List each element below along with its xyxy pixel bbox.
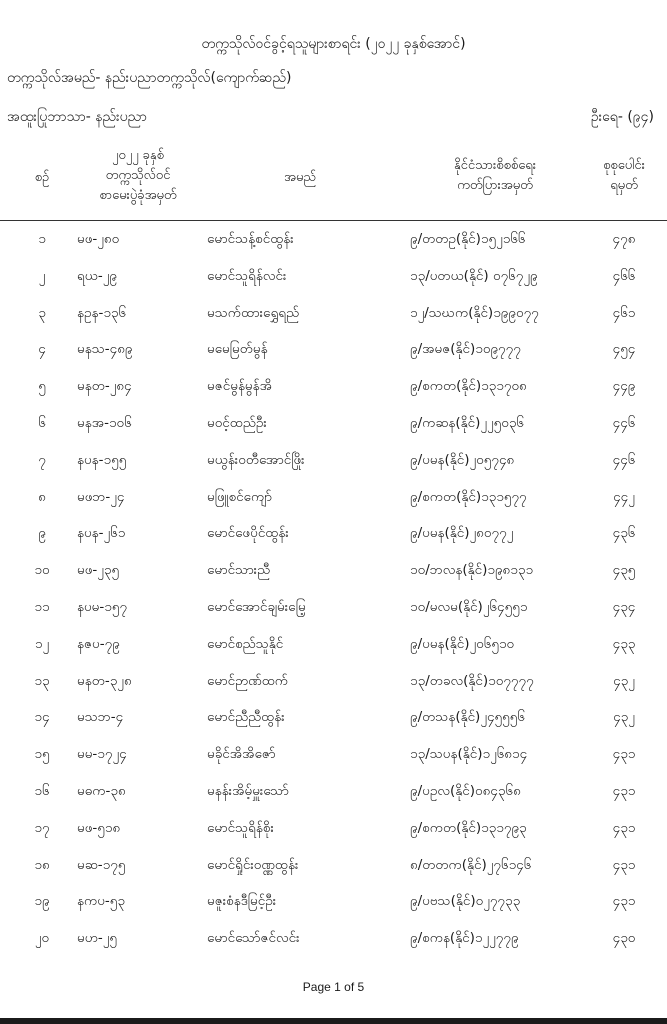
student-count: ဦးရေ- (၉၄) <box>590 109 654 125</box>
table-row <box>0 331 667 368</box>
cell-name: မောင်သားညီ <box>207 562 271 579</box>
page-number: Page 1 of 5 <box>302 980 365 994</box>
cell-nrc: ၉/ပမန(နိုင်)၂၀၅၇၄၈ <box>410 451 515 468</box>
cell-roll-number: ရယ-၂၉ <box>77 267 117 284</box>
cell-total-marks: ၄၃၃ <box>612 635 636 652</box>
cell-total-marks: ၄၅၄ <box>612 341 636 358</box>
cell-name: မဇူးစံနဒီမြင့်ဦး <box>207 893 277 910</box>
department-row <box>7 107 660 128</box>
table-row <box>0 221 667 258</box>
header-nrc <box>400 156 590 196</box>
cell-serial-no: ၈ <box>38 488 46 505</box>
cell-serial-no: ၁၀ <box>34 562 50 579</box>
cell-nrc: ၉/အမဇ(နိုင်)၁၀၉၇၇၇ <box>410 341 521 358</box>
table-row <box>0 847 667 884</box>
cell-total-marks: ၄၆၆ <box>612 267 636 284</box>
cell-total-marks: ၄၃၄ <box>612 598 636 615</box>
cell-total-marks: ၄၃၆ <box>612 525 636 542</box>
cell-total-marks: ၄၆၁ <box>612 304 636 321</box>
cell-serial-no: ၃ <box>38 304 46 321</box>
cell-roll-number: မဖ-၂၃၅ <box>77 562 120 579</box>
cell-name: မောင်သူရိန်လင်း <box>207 267 287 284</box>
header-mark-line1: စုစုပေါင်း <box>603 158 645 173</box>
cell-total-marks: ၄၃၂ <box>613 672 635 689</box>
cell-nrc: ၉/ပမန(နိုင်)၂၈၀၇၇၂ <box>410 525 514 542</box>
cell-roll-number: မဖ-၅၁၈ <box>77 819 121 836</box>
table-row <box>0 258 667 295</box>
cell-name: မသက်ထားရွှေရည် <box>207 304 300 321</box>
header-mark-line2: ရမှတ် <box>610 178 638 193</box>
cell-serial-no: ၁၇ <box>34 819 50 836</box>
cell-nrc: ၈/တတက(နိုင်)၂၇၆၁၄၆ <box>410 856 532 873</box>
table-row <box>0 442 667 479</box>
table-row <box>0 699 667 736</box>
cell-roll-number: မဆ-၁၇၅ <box>77 856 126 873</box>
cell-roll-number: မနသ-၄၈၉ <box>77 341 133 358</box>
header-nrc-line2: ကတ်ပြားအမှတ် <box>457 178 533 193</box>
cell-roll-number: မဓက-၃၈ <box>77 782 126 799</box>
cell-total-marks: ၄၇၈ <box>612 231 636 247</box>
cell-total-marks: ၄၃၂ <box>613 709 635 726</box>
cell-nrc: ၉/စကတ(နိုင်)၁၃၁၇၀၈ <box>410 378 527 395</box>
cell-roll-number: နကပ-၅၃ <box>77 893 125 910</box>
table-row <box>0 626 667 663</box>
document-title: တက္ကသိုလ်ဝင်ခွင့်ရသူများစာရင်း (၂၀၂၂ ခုနှစ်အောင်) <box>201 36 466 52</box>
cell-total-marks: ၄၃၁ <box>612 893 636 910</box>
cell-name: မယွန်းဝတီအောင်ဖြိုး <box>207 451 305 468</box>
cell-total-marks: ၄၄၂ <box>613 488 635 505</box>
cell-name: မောင်စည်သူနိုင် <box>207 635 284 652</box>
header-roll-number <box>78 146 198 206</box>
cell-serial-no: ၁၃ <box>34 672 50 689</box>
cell-name: မောင်သန့်စင်ထွန်း <box>207 231 294 247</box>
header-name: အမည် <box>284 170 316 185</box>
table-row <box>0 479 667 516</box>
cell-serial-no: ၄ <box>38 341 46 358</box>
cell-name: မမေမြတ်မွန် <box>207 341 268 358</box>
cell-total-marks: ၄၃၁ <box>612 856 636 873</box>
table-row <box>0 405 667 442</box>
cell-roll-number: နပန-၁၅၅ <box>77 451 127 468</box>
cell-total-marks: ၄၃၁ <box>612 819 636 836</box>
cell-serial-no: ၆ <box>38 414 46 431</box>
cell-total-marks: ၄၄၆ <box>612 451 636 468</box>
table-row <box>0 883 667 920</box>
header-roll-line2: တက္ကသိုလ်ဝင် <box>105 168 171 183</box>
header-roll-line1: ၂၀၂၂ ခုနှစ် <box>112 148 164 163</box>
cell-nrc: ၉/စကတ(နိုင်)၁၃၁၇၉၃ <box>410 819 527 836</box>
cell-total-marks: ၄၃၁ <box>612 746 636 763</box>
cell-roll-number: မဟ-၂၅ <box>77 930 118 947</box>
cell-roll-number: မဖဘ-၂၄ <box>77 488 125 505</box>
viewer-bottom-bar <box>0 1018 667 1024</box>
table-row <box>0 368 667 405</box>
cell-nrc: ၁၃/သပန(နိုင်)၁၂၆၈၁၄ <box>410 746 528 763</box>
cell-name: မဇင်မွန်မွန်အိ <box>207 378 273 395</box>
cell-serial-no: ၂ <box>38 267 46 284</box>
cell-roll-number: မနအ-၁၀၆ <box>77 414 132 431</box>
cell-total-marks: ၄၃၁ <box>612 782 636 799</box>
header-serial-no: စဉ် <box>34 170 50 185</box>
cell-nrc: ၉/ပဗသ(နိုင်)၀၂၇၇၃၃ <box>410 893 521 910</box>
cell-roll-number: မသဘ-၄ <box>77 709 124 726</box>
table-row <box>0 810 667 847</box>
table-header <box>0 138 667 221</box>
cell-roll-number: မဖ-၂၈၀ <box>77 231 120 247</box>
cell-name: မဝင့်ထည်ဦး <box>207 414 267 431</box>
cell-serial-no: ၉ <box>38 525 46 542</box>
cell-roll-number: မနတ-၂၈၄ <box>77 378 132 395</box>
cell-nrc: ၉/ကဆန(နိုင်)၂၂၅၀၃၆ <box>410 414 525 431</box>
cell-name: မောင်ရှိုင်းဝဏ္ဏထွန်း <box>207 856 299 873</box>
cell-serial-no: ၁ <box>38 231 46 247</box>
table-row <box>0 663 667 700</box>
cell-total-marks: ၄၄၉ <box>612 378 636 395</box>
cell-nrc: ၁၀/ဘလန(နိုင်)၁၉၈၁၃၁ <box>410 562 534 579</box>
cell-serial-no: ၁၁ <box>34 598 50 615</box>
cell-total-marks: ၄၃၅ <box>612 562 636 579</box>
cell-roll-number: မနတ-၃၂၈ <box>77 672 132 689</box>
cell-nrc: ၁၀/မလမ(နိုင်)၂၆၄၅၅၁ <box>410 598 528 615</box>
cell-name: မောင်ဖေပိုင်ထွန်း <box>207 525 289 542</box>
cell-name: မခိုင်အိအိဇော် <box>207 746 276 763</box>
cell-nrc: ၉/စကန(နိုင်)၁၂၂၇၇၉ <box>410 930 519 947</box>
cell-name: မောင်အောင်ချမ်းမြေ့ <box>207 598 306 615</box>
cell-serial-no: ၅ <box>38 378 46 395</box>
table-row <box>0 515 667 552</box>
cell-serial-no: ၁၉ <box>34 893 50 910</box>
table-row <box>0 736 667 773</box>
cell-nrc: ၉/တတဥ(နိုင်)၁၅၂၁၆၆ <box>410 231 526 247</box>
table-row <box>0 773 667 810</box>
cell-roll-number: နဥန-၁၃၆ <box>77 304 127 321</box>
cell-nrc: ၁၃/ပတယ(နိုင်) ၀၇၆၇၂၉ <box>410 267 538 284</box>
cell-serial-no: ၁၅ <box>34 746 50 763</box>
department-label: အထူးပြုဘာသာ- နည်းပညာ <box>7 109 147 125</box>
cell-serial-no: ၁၈ <box>34 856 50 873</box>
cell-roll-number: နပန-၂၆၁ <box>77 525 126 542</box>
cell-nrc: ၉/တသန(နိုင်)၂၄၅၅၅၆ <box>410 709 525 726</box>
cell-nrc: ၉/ပမန(နိုင်)၂၀၆၅၁၀ <box>410 635 515 652</box>
table-body <box>0 221 667 957</box>
cell-total-marks: ၄၄၆ <box>612 414 636 431</box>
cell-serial-no: ၁၂ <box>34 635 50 652</box>
cell-total-marks: ၄၃၀ <box>612 930 636 947</box>
cell-serial-no: ၇ <box>38 451 46 468</box>
cell-name: မောင်ဉာဏ်ထက် <box>207 672 288 689</box>
cell-roll-number: မမ-၁၇၂၄ <box>77 746 127 763</box>
cell-roll-number: နဇပ-၇၉ <box>77 635 120 652</box>
cell-nrc: ၁၂/သဃက(နိုင်)၁၉၉၀၇၇ <box>410 304 539 321</box>
admission-table <box>0 138 667 957</box>
cell-nrc: ၉/ပဥလ(နိုင်)၀၈၄၃၆၈ <box>410 782 521 799</box>
cell-serial-no: ၂၀ <box>34 930 50 947</box>
table-row <box>0 920 667 957</box>
cell-name: မောင်သူရိန်စိုး <box>207 819 274 836</box>
cell-name: မောင်ညီညီထွန်း <box>207 709 285 726</box>
header-nrc-line1: နိုင်ငံသားစိစစ်ရေး <box>453 158 537 173</box>
cell-roll-number: နပမ-၁၅၇ <box>77 598 128 615</box>
table-row <box>0 589 667 626</box>
cell-nrc: ၁၃/တခလ(နိုင်)၁၀၇၇၇၇ <box>410 672 534 689</box>
header-roll-line3: စာမေးပွဲခုံအမှတ် <box>99 188 177 203</box>
cell-serial-no: ၁၆ <box>34 782 50 799</box>
header-total-marks <box>588 156 660 196</box>
table-row <box>0 552 667 589</box>
cell-name: မောင်သော်ဇင်လင်း <box>207 930 300 947</box>
cell-serial-no: ၁၄ <box>34 709 50 726</box>
university-name: တက္ကသိုလ်အမည်- နည်းပညာတက္ကသိုလ်(ကျောက်ဆည်) <box>7 70 292 86</box>
cell-name: မဖြူစင်ကျော် <box>207 488 272 505</box>
cell-name: မနန်းအိမ့်မှူးသော် <box>207 782 289 799</box>
table-row <box>0 295 667 332</box>
cell-nrc: ၉/စကတ(နိုင်)၁၃၁၅၇၇ <box>410 488 527 505</box>
